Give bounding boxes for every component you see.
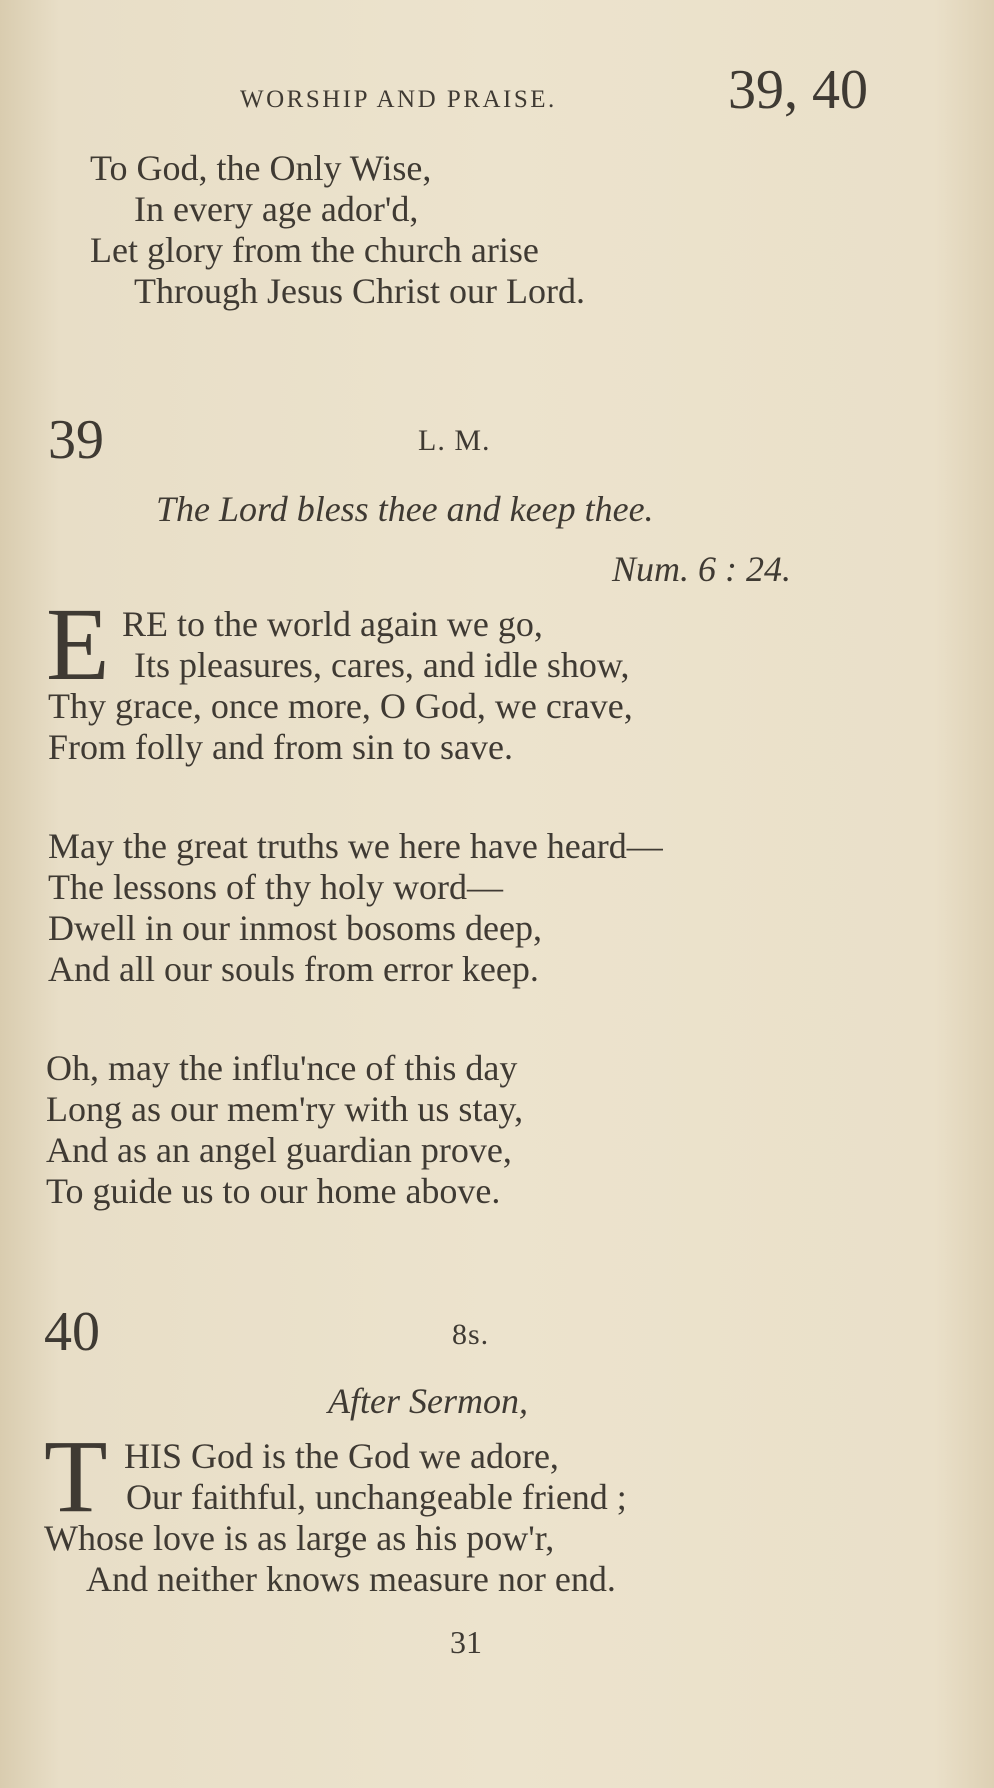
verse-line: HIS God is the God we adore, [124,1436,559,1476]
scripture-reference: Num. 6 : 24. [612,549,791,589]
hymn-title: After Sermon, [328,1381,528,1421]
hymn-meter: L. M. [418,424,491,457]
verse-line: RE to the world again we go, [122,604,543,644]
verse-line: Let glory from the church arise [90,230,539,270]
verse-line: And all our souls from error keep. [48,949,539,989]
verse-line: May the great truths we here have heard— [48,826,663,866]
hymn-number: 39 [48,409,104,471]
verse-line: Thy grace, once more, O God, we crave, [48,686,633,726]
hymn40-stanza-1 [44,1436,627,1600]
verse-line: To God, the Only Wise, [90,148,432,188]
verse-line: From folly and from sin to save. [48,727,513,767]
doxology-stanza [90,148,585,312]
verse-line: And neither knows measure nor end. [86,1559,616,1599]
verse-line: Long as our mem'ry with us stay, [46,1089,524,1129]
running-head: WORSHIP AND PRAISE. [240,86,557,113]
hymn-number: 40 [44,1301,100,1363]
hymn39-stanza-2 [48,826,663,990]
page-numbers: 39, 40 [728,59,868,121]
verse-line: Dwell in our inmost bosoms deep, [48,908,542,948]
verse-line: Oh, may the influ'nce of this day [46,1048,518,1088]
verse-line: Whose love is as large as his pow'r, [44,1518,555,1558]
drop-cap: T [44,1419,108,1534]
verse-line: In every age ador'd, [134,189,419,229]
hymn-meter: 8s. [452,1318,490,1351]
drop-cap: E [46,587,110,702]
verse-line: And as an angel guardian prove, [46,1130,512,1170]
verse-line: Our faithful, unchangeable friend ; [126,1477,627,1517]
verse-line: To guide us to our home above. [46,1171,501,1211]
verse-line: Through Jesus Christ our Lord. [134,271,585,311]
verse-line: Its pleasures, cares, and idle show, [134,645,630,685]
hymn39-stanza-1 [48,604,633,768]
verse-line: The lessons of thy holy word— [48,867,503,907]
hymn39-stanza-3 [46,1048,523,1212]
page-folio: 31 [450,1624,482,1660]
hymn-title: The Lord bless thee and keep thee. [156,489,654,529]
